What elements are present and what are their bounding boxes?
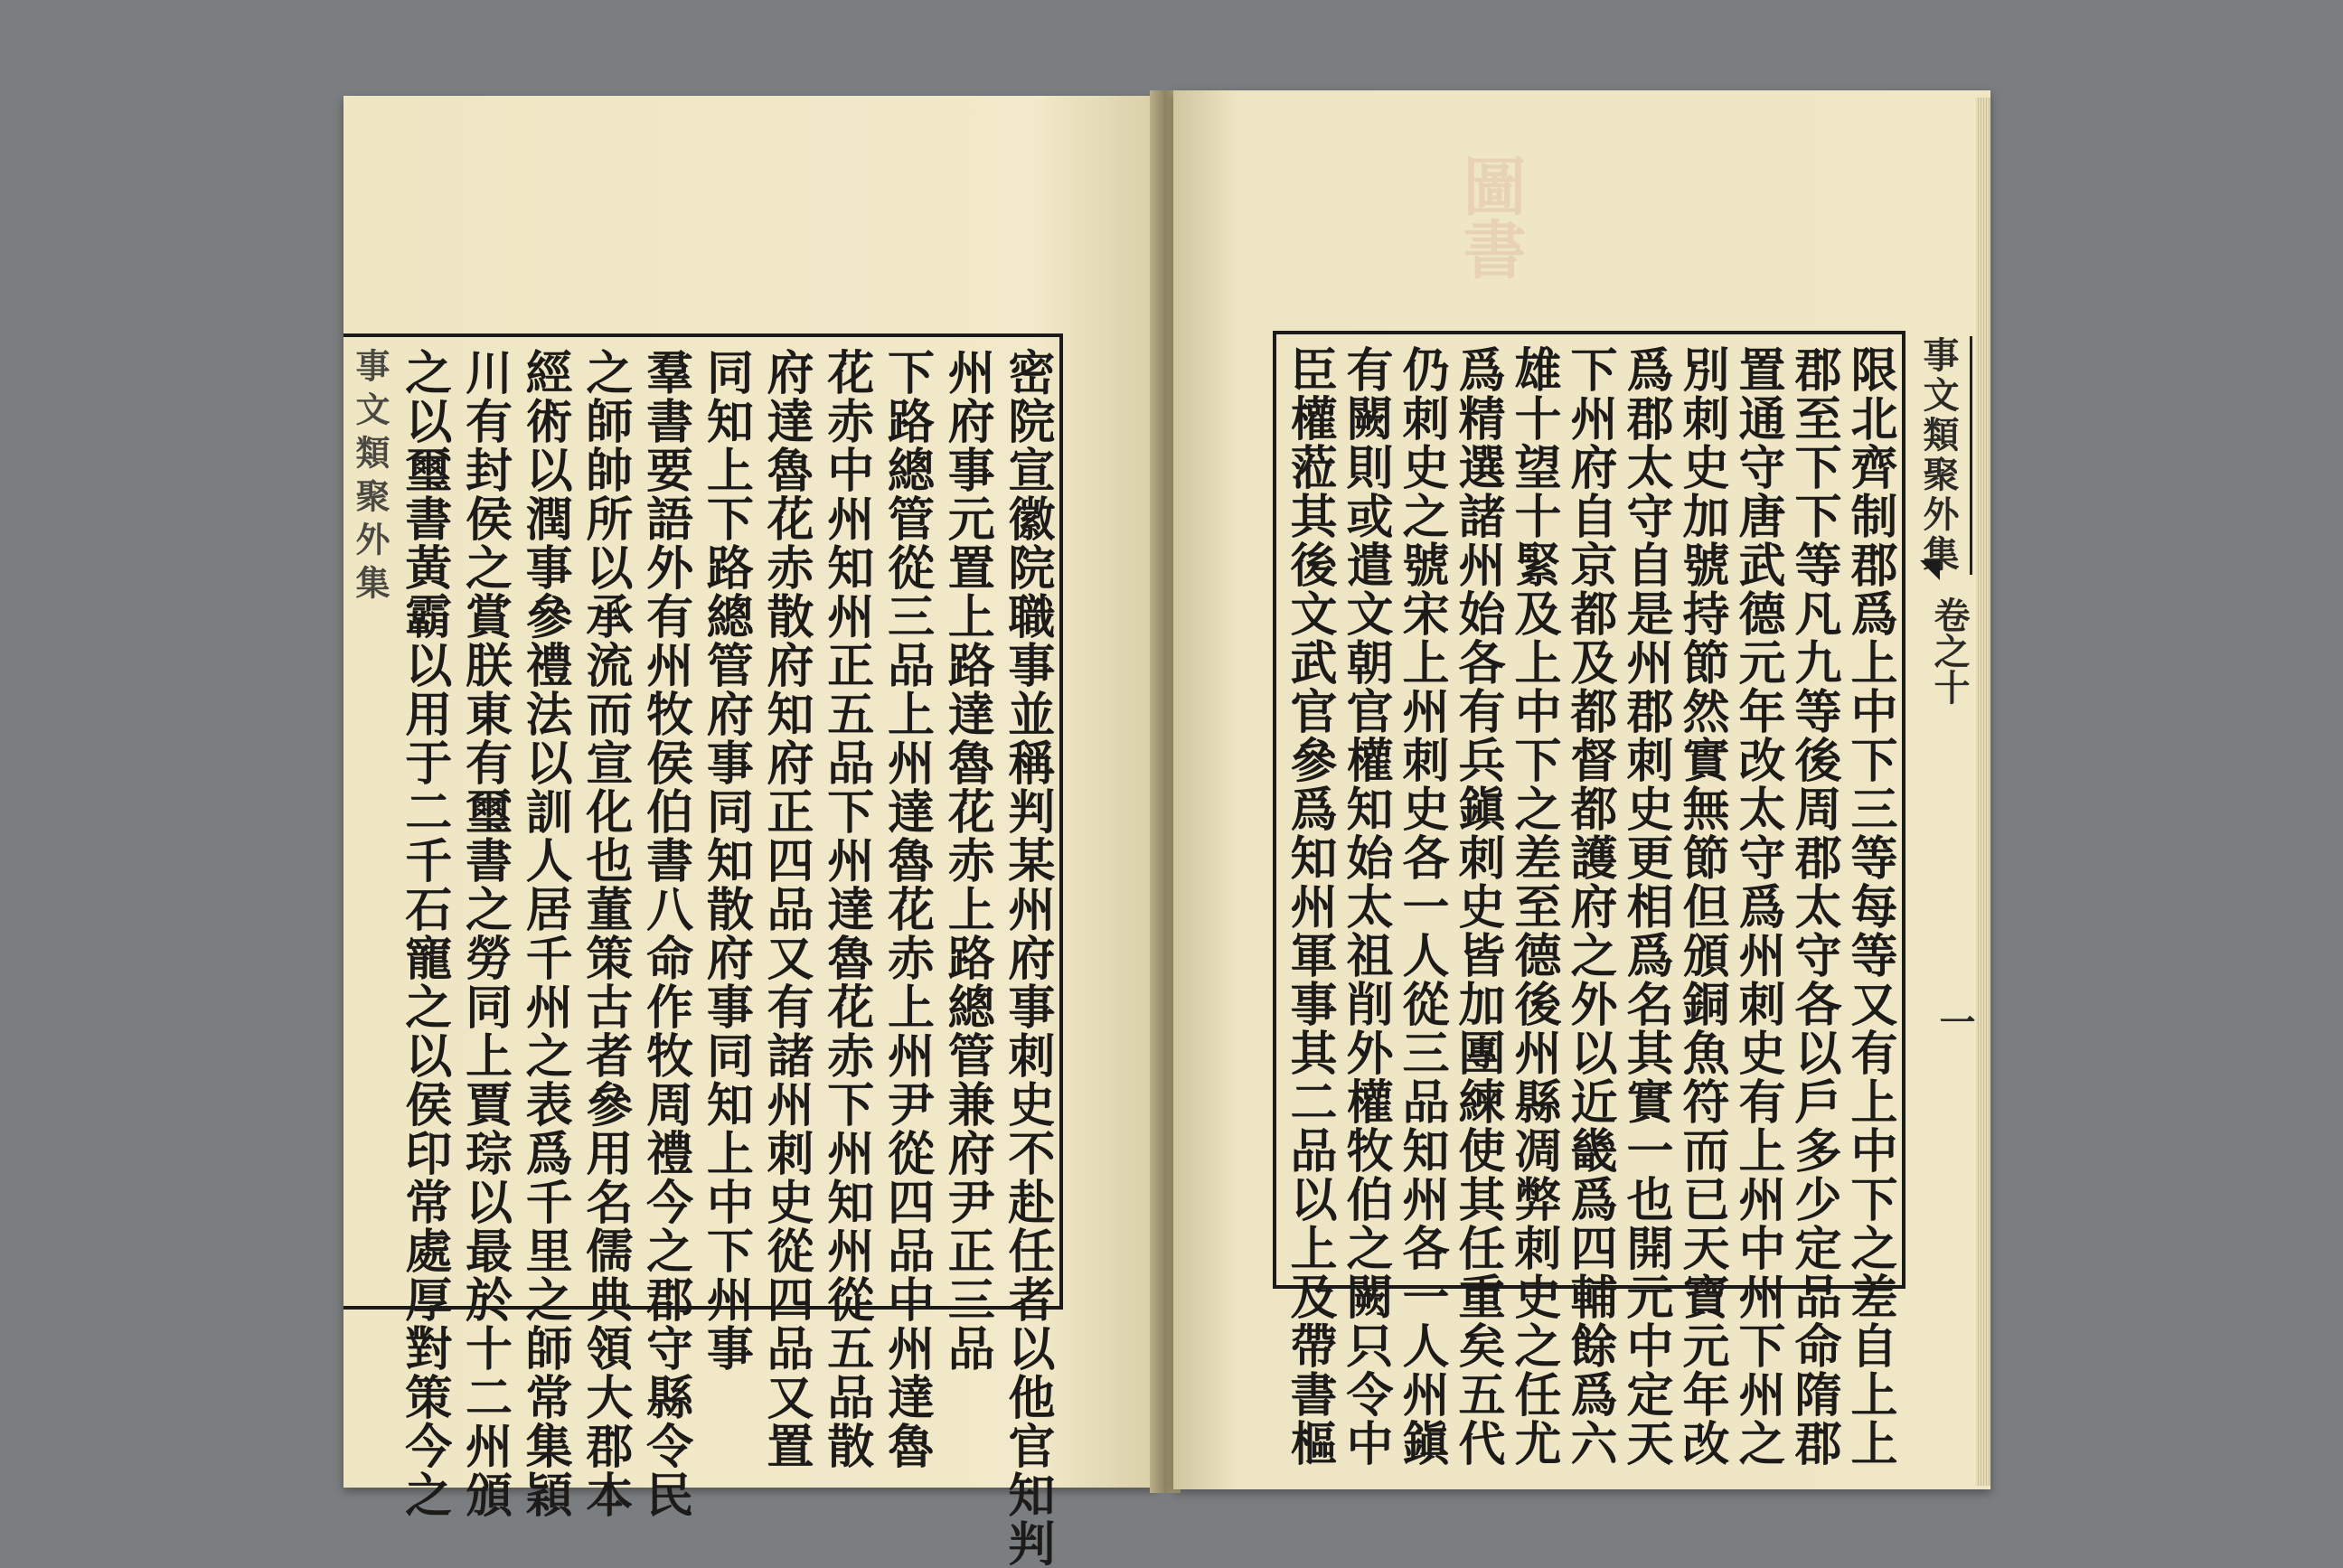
- volume-label: 卷之十: [1928, 596, 1971, 705]
- margin-title-left: 事文類聚外集: [350, 348, 390, 608]
- text-column: 有闕則或遣文朝官權知始太祖削外權牧伯之闕只令中: [1338, 345, 1393, 1468]
- text-column: 下路總管從三品上州達魯花赤上州尹從四品中州達魯: [879, 348, 935, 1470]
- text-column: 爲精選諸州始各有兵鎭刺史皆加團練使其任重矣五代: [1450, 345, 1505, 1468]
- left-text-columns: [350, 348, 1055, 1568]
- text-column: 別刺史加號持節然實無節但頒銅魚符而已天寶元年改: [1674, 345, 1729, 1468]
- text-column: 置通守唐武德元年改太守爲州刺史有上州中州下州之: [1730, 345, 1785, 1468]
- right-page: [1173, 90, 1990, 1489]
- text-column: 府達魯花赤散府知府正四品又有諸州刺史從四品又置: [758, 348, 814, 1470]
- show-through-stamp: 圖書: [1453, 154, 1528, 280]
- text-column: 雄十望十緊及上中下之差至德後州縣凋弊刺史之任尤: [1506, 345, 1561, 1468]
- text-column: 仍刺史之號宋上州刺史各一人從三品知州各一人州鎭: [1394, 345, 1449, 1468]
- page-number: 一: [1934, 1003, 1976, 1039]
- text-column: 臣權蒞其後文武官參爲知州軍事其二品以上及帶書樞: [1282, 345, 1337, 1468]
- right-text-frame: [1273, 331, 1905, 1468]
- text-column: 之師帥所以承流而宣化也董策古者參用名儒典領大郡本: [577, 348, 633, 1519]
- page-edge-stack: [1976, 98, 1990, 1486]
- text-column: 花赤中州知州正五品下州達魯花赤下州知州從五品散: [818, 348, 874, 1470]
- text-column: 州府事元置上路達魯花赤上路總管兼府尹正三品: [939, 348, 995, 1373]
- text-column: 經術以潤事參禮法以訓人居千州之表爲千里之師常集穎: [517, 348, 573, 1519]
- text-column: 之以璽書黃霸以用于二千石寵之以侯印常處厚對策今之: [396, 348, 452, 1519]
- text-column: 密院宣徽院職事並稱判某州府事刺史不赴任者以他官知判: [999, 348, 1055, 1568]
- margin-title-right: 事文類聚外集: [1913, 336, 1972, 575]
- right-text-columns: [1282, 345, 1897, 1468]
- text-column: 同知上下路總管府事同知散府事同知上中下州事: [698, 348, 754, 1373]
- left-page: [343, 96, 1157, 1568]
- text-column: 川有封侯之賞朕東有璽書之勞同上賈琮以最於十二州頒: [456, 348, 513, 1519]
- left-text-frame: [343, 333, 1063, 1568]
- text-column: 下州府自京都及都督都護府之外以近畿爲四輔餘爲六: [1562, 345, 1617, 1468]
- text-column: 郡至下下等凡九等後周郡太守各以戶多少定品命隋郡: [1786, 345, 1841, 1468]
- text-column: 爲郡太守自是州郡刺史更相爲名其實一也開元中定天: [1618, 345, 1673, 1468]
- text-column: 限北齊制郡爲上中下三等每等又有上中下之差自上上: [1842, 345, 1897, 1468]
- open-book: [336, 90, 2003, 1568]
- text-column: 羣書要語外有州牧侯伯書八命作牧周禮今之郡守縣令民: [637, 348, 693, 1519]
- fishtail-mark-icon: [1920, 560, 1940, 580]
